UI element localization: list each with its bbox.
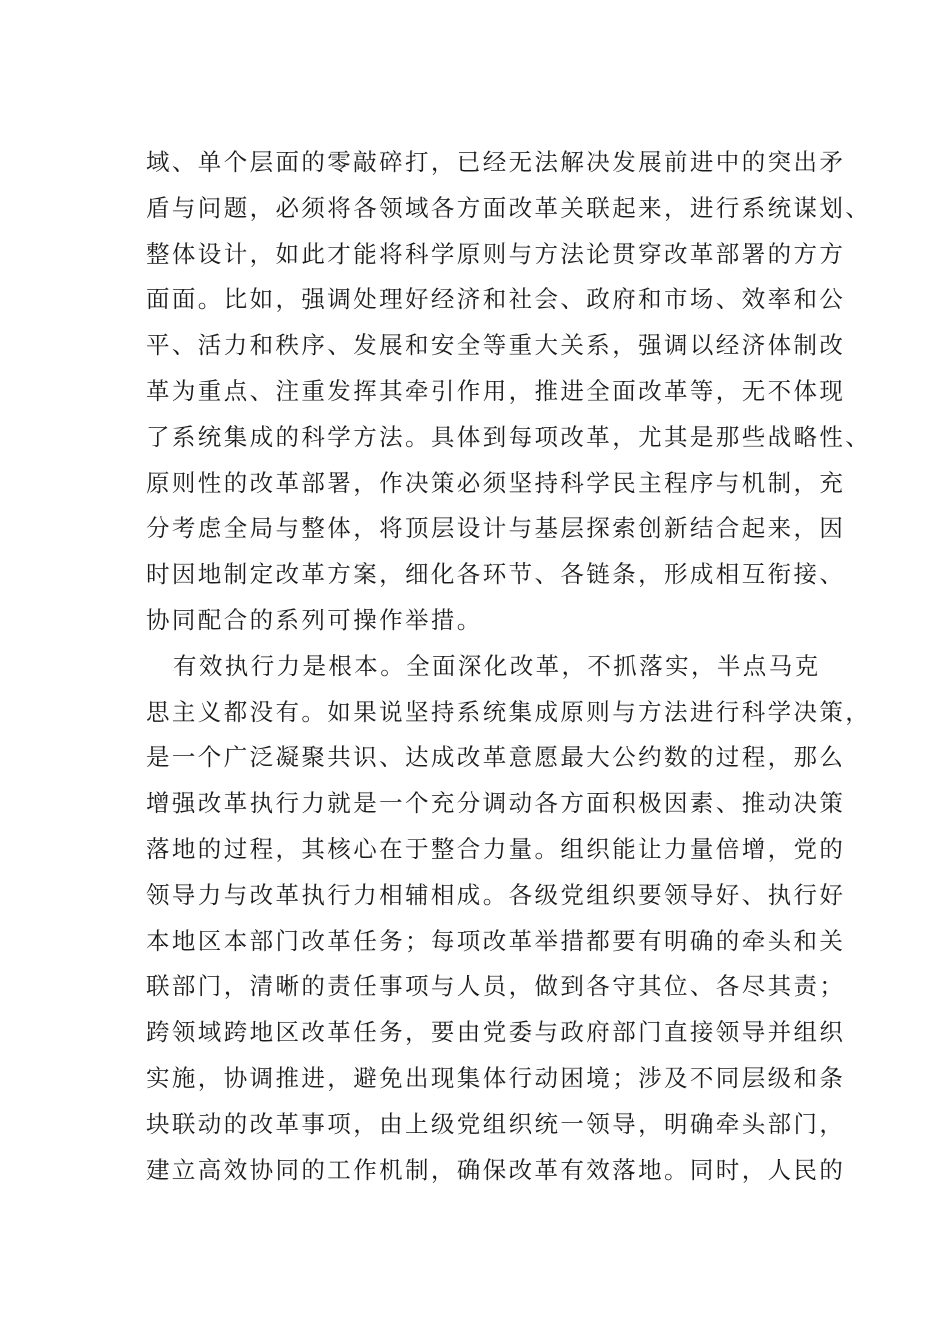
- text-line: 时因地制定改革方案，细化各环节、各链条，形成相互衔接、: [146, 560, 846, 589]
- text-line: 落地的过程，其核心在于整合力量。组织能让力量倍增，党的: [146, 834, 846, 863]
- text-line: 联部门，清晰的责任事项与人员，做到各守其位、各尽其责；: [146, 972, 846, 1001]
- paragraph-system-integration: [146, 140, 872, 644]
- text-line: 跨领域跨地区改革任务，要由党委与政府部门直接领导并组织: [146, 1018, 846, 1047]
- text-line: 域、单个层面的零敲碎打，已经无法解决发展前进中的突出矛: [146, 148, 846, 176]
- text-line-indented: 有效执行力是根本。全面深化改革，不抓落实，半点马克: [173, 651, 821, 680]
- text-line: 平、活力和秩序、发展和安全等重大关系，强调以经济体制改: [146, 331, 846, 360]
- text-line: 思主义都没有。如果说坚持系统集成原则与方法进行科学决策，: [146, 697, 872, 726]
- text-line: 原则性的改革部署，作决策必须坚持科学民主程序与机制，充: [146, 468, 846, 497]
- text-line: 了系统集成的科学方法。具体到每项改革，尤其是那些战略性、: [146, 422, 872, 451]
- text-line: 块联动的改革事项，由上级党组织统一领导，明确牵头部门，: [146, 1109, 846, 1138]
- text-line: 盾与问题，必须将各领域各方面改革关联起来，进行系统谋划、: [146, 193, 872, 222]
- text-line: 领导力与改革执行力相辅相成。各级党组织要领导好、执行好: [146, 880, 846, 909]
- paragraph-execution-capability: [146, 644, 872, 1194]
- text-line: 革为重点、注重发挥其牵引作用，推进全面改革等，无不体现: [146, 376, 846, 405]
- text-line: 本地区本部门改革任务；每项改革举措都要有明确的牵头和关: [146, 926, 846, 955]
- text-line: 协同配合的系列可操作举措。: [146, 605, 483, 634]
- text-line: 是一个广泛凝聚共识、达成改革意愿最大公约数的过程，那么: [146, 743, 846, 772]
- document-body: [146, 140, 872, 1193]
- text-line: 建立高效协同的工作机制，确保改革有效落地。同时，人民的: [146, 1155, 846, 1184]
- text-line: 整体设计，如此才能将科学原则与方法论贯穿改革部署的方方: [146, 239, 846, 268]
- text-line: 面面。比如，强调处理好经济和社会、政府和市场、效率和公: [146, 285, 846, 314]
- text-line: 实施，协调推进，避免出现集体行动困境；涉及不同层级和条: [146, 1063, 846, 1092]
- text-line: 增强改革执行力就是一个充分调动各方面积极因素、推动决策: [146, 789, 846, 818]
- text-line: 分考虑全局与整体，将顶层设计与基层探索创新结合起来，因: [146, 514, 846, 543]
